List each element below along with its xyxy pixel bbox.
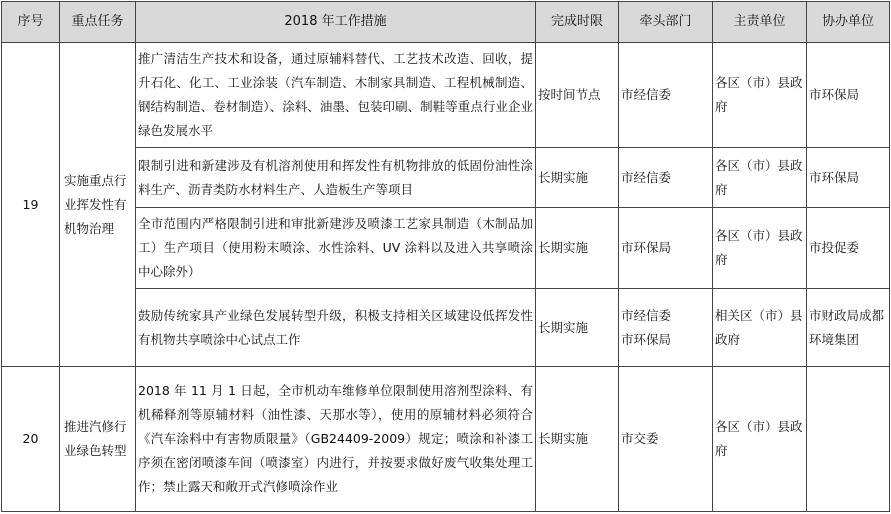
header-seq: 序号 bbox=[2, 2, 60, 43]
table-row bbox=[2, 208, 890, 289]
row-deadline: 长期实施 bbox=[536, 208, 619, 289]
lead-dept-name: 市环保局 bbox=[621, 240, 672, 255]
header-measures: 2018 年工作措施 bbox=[136, 2, 536, 43]
row-task: 推进汽修行业绿色转型 bbox=[60, 367, 136, 512]
row-measure: 全市范围内严格限制引进和审批新建涉及喷漆工艺家具制造（木制品加工）生产项目（使用粉末喷涂、水性涂料、UV 涂料以及进入共享喷涂中心除外） bbox=[136, 208, 536, 289]
header-row bbox=[2, 2, 890, 43]
row-lead-dept bbox=[619, 289, 713, 367]
lead-dept-name: 市交委 bbox=[621, 431, 659, 446]
lead-dept-name: 市经信委 bbox=[621, 87, 672, 102]
header-key-task: 重点任务 bbox=[60, 2, 136, 43]
row-lead-dept bbox=[619, 43, 713, 148]
lead-dept-name: 市经信委 bbox=[621, 307, 672, 323]
row-assisting-unit: 市投促委 bbox=[807, 208, 890, 289]
lead-dept-name: 市经信委 bbox=[621, 169, 672, 185]
row-lead-dept bbox=[619, 208, 713, 289]
row-measure: 鼓励传统家具产业绿色发展转型升级，积极支持相关区域建设低挥发性有机物共享喷涂中心试点工作 bbox=[136, 289, 536, 367]
row-seq: 20 bbox=[2, 367, 60, 512]
row-assisting-unit: 市环保局 bbox=[807, 148, 890, 208]
table-row bbox=[2, 148, 890, 208]
row-deadline: 长期实施 bbox=[536, 367, 619, 512]
row-assisting-unit: 市财政局成都环境集团 bbox=[807, 289, 890, 367]
header-deadline: 完成时限 bbox=[536, 2, 619, 43]
header-lead-dept: 牵头部门 bbox=[619, 2, 713, 43]
header-assisting-unit: 协办单位 bbox=[807, 2, 890, 43]
work-measures-table bbox=[1, 1, 890, 512]
row-task: 实施重点行业挥发性有机物治理 bbox=[60, 43, 136, 367]
row-lead-dept bbox=[619, 367, 713, 512]
lead-dept-name: 市环保局 bbox=[621, 331, 672, 347]
row-measure: 限制引进和新建涉及有机溶剂使用和挥发性有机物排放的低固份油性涂料生产、沥青类防水材料生产、人造板生产等项目 bbox=[136, 148, 536, 208]
table-row bbox=[2, 43, 890, 148]
row-deadline: 长期实施 bbox=[536, 289, 619, 367]
row-assisting-unit bbox=[807, 367, 890, 512]
row-deadline: 按时间节点 bbox=[536, 43, 619, 148]
row-measure: 2018 年 11 月 1 日起，全市机动车维修单位限制使用溶剂型涂料、有机稀释剂等原辅材料（油性漆、天那水等），使用的原辅材料必须符合《汽车涂料中有害物质限量》（GB24409-2009）规定；喷涂和补漆工序须在密闭喷漆车间（喷漆室）内进行，并按要求做好废气收集处理工作；禁止露天和敞开式汽修喷涂作业 bbox=[136, 367, 536, 512]
row-responsible-unit: 各区（市）县政府 bbox=[713, 367, 807, 512]
row-seq: 19 bbox=[2, 43, 60, 367]
table-row bbox=[2, 367, 890, 512]
header-responsible-unit: 主责单位 bbox=[713, 2, 807, 43]
row-lead-dept bbox=[619, 148, 713, 208]
row-responsible-unit: 各区（市）县政府 bbox=[713, 148, 807, 208]
table-row bbox=[2, 289, 890, 367]
row-assisting-unit: 市环保局 bbox=[807, 43, 890, 148]
row-responsible-unit: 各区（市）县政府 bbox=[713, 208, 807, 289]
row-responsible-unit: 相关区（市）县政府 bbox=[713, 289, 807, 367]
row-responsible-unit: 各区（市）县政府 bbox=[713, 43, 807, 148]
row-deadline: 长期实施 bbox=[536, 148, 619, 208]
row-measure: 推广清洁生产技术和设备，通过原辅料替代、工艺技术改造、回收，提升石化、化工、工业涂装（汽车制造、木制家具制造、工程机械制造、钢结构制造、卷材制造）、涂料、油墨、包装印刷、制鞋等重点行业企业绿色发展水平 bbox=[136, 43, 536, 148]
